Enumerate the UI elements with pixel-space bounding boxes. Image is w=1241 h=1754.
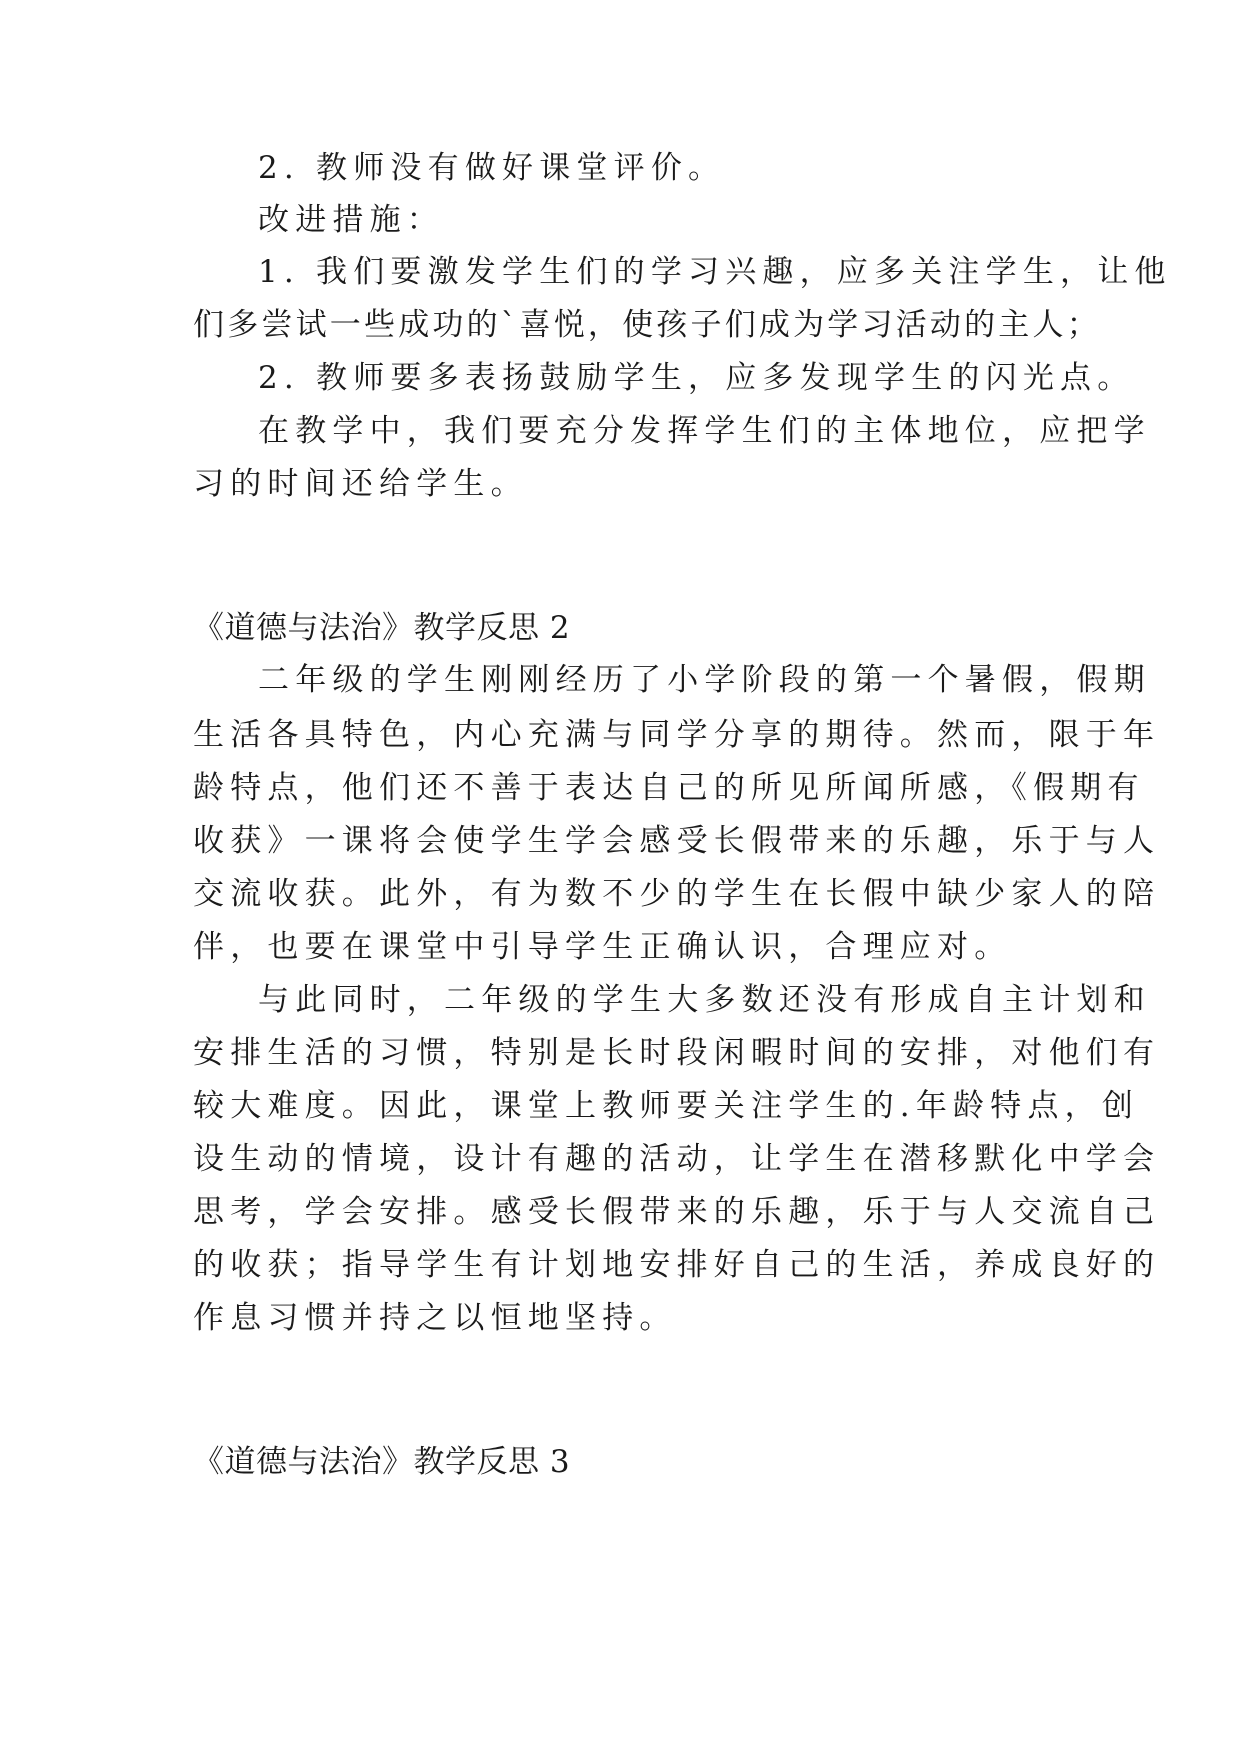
paragraph-line: 安排生活的习惯，特别是长时段闲暇时间的安排，对他们有	[193, 1035, 1161, 1071]
list-item: 2. 教师没有做好课堂评价。	[258, 150, 726, 186]
paragraph-line: 的收获；指导学生有计划地安排好自己的生活，养成良好的	[193, 1247, 1161, 1283]
section-heading: 《道德与法治》教学反思 3	[193, 1444, 571, 1480]
paragraph-line: 作息习惯并持之以恒地坚持。	[193, 1300, 677, 1336]
paragraph-line: 设生动的情境，设计有趣的活动，让学生在潜移默化中学会	[193, 1141, 1161, 1177]
summary-line-1: 在教学中，我们要充分发挥学生们的主体地位，应把学	[258, 413, 1151, 449]
paragraph-line: 生活各具特色，内心充满与同学分享的期待。然而，限于年	[193, 717, 1161, 753]
measure-2: 2. 教师要多表扬鼓励学生，应多发现学生的闪光点。	[258, 360, 1135, 396]
paragraph-line: 二年级的学生刚刚经历了小学阶段的第一个暑假，假期	[258, 662, 1151, 698]
paragraph-line: 收获》一课将会使学生学会感受长假带来的乐趣，乐于与人	[193, 823, 1161, 859]
summary-line-2: 习的时间还给学生。	[193, 466, 528, 502]
paragraph-line: 龄特点，他们还不善于表达自己的所见所闻所感，《假期有	[193, 770, 1145, 806]
improvement-measures-label: 改进措施：	[258, 202, 444, 238]
section-heading: 《道德与法治》教学反思 2	[193, 610, 571, 646]
measure-1-line-1: 1. 我们要激发学生们的学习兴趣，应多关注学生，让他	[258, 254, 1172, 290]
paragraph-line: 思考，学会安排。感受长假带来的乐趣，乐于与人交流自己	[193, 1194, 1161, 1230]
measure-1-line-2: 们多尝试一些成功的`喜悦，使孩子们成为学习活动的主人；	[193, 307, 1101, 343]
paragraph-line: 较大难度。因此，课堂上教师要关注学生的.年龄特点，创	[193, 1088, 1140, 1124]
paragraph-line: 与此同时，二年级的学生大多数还没有形成自主计划和	[258, 982, 1151, 1018]
paragraph-line: 交流收获。此外，有为数不少的学生在长假中缺少家人的陪	[193, 876, 1161, 912]
paragraph-line: 伴，也要在课堂中引导学生正确认识，合理应对。	[193, 929, 1012, 965]
